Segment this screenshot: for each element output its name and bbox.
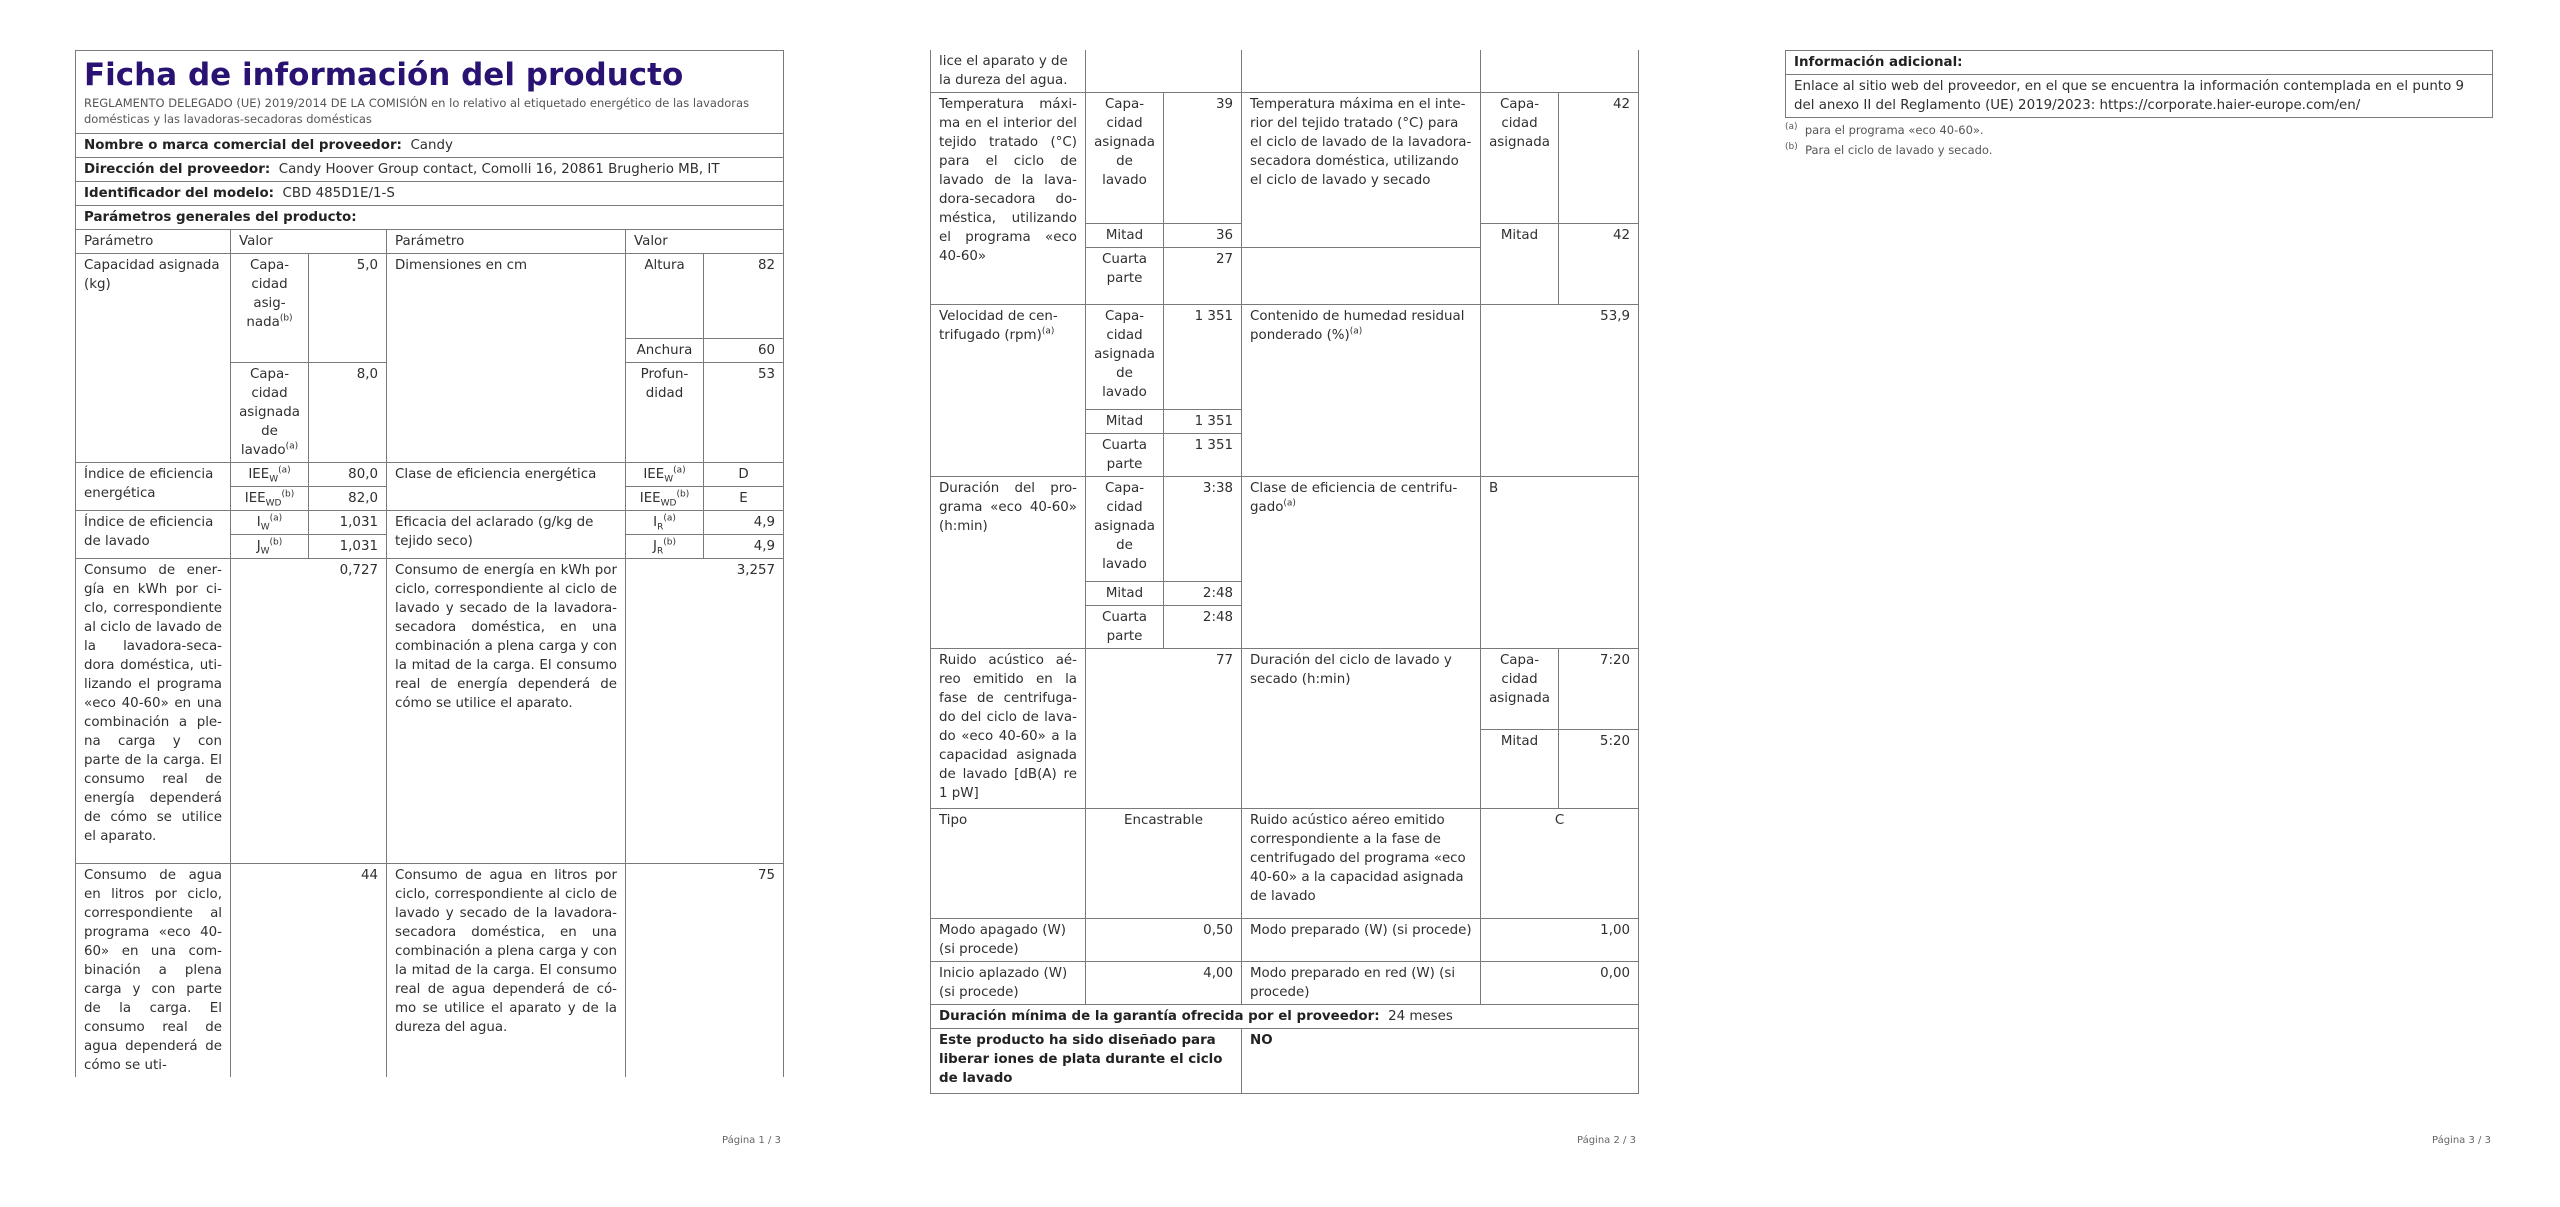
additional-info-title: Información adicional: [1786,51,2493,75]
spin-quarter-value: 1 351 [1164,434,1242,477]
depth-label: Profundidad [626,363,704,463]
energy-wd-value: 3,257 [626,559,784,864]
width-value: 60 [704,339,784,363]
footnote-b-mark: (b) [1785,142,1798,153]
warranty-value: 24 meses [1388,1009,1453,1024]
warranty-row [931,1005,1639,1029]
footnote-b [1785,140,2493,160]
additional-info-text: Enlace al sitio web del proveedor, en el que se encuentra la información contemplada en el punto 9 del anexo II del Reglamento (UE) 2019/2023: https://corporate.haier-europe.com/en/ [1786,75,2493,118]
footnote-a-text: para el programa «eco 40-60». [1804,123,1984,137]
spin-rated-label: Capacidad asignada de lavado [1086,305,1164,410]
rinse-label: Eficacia del aclarado (g/kg de tejido seco) [387,511,626,559]
tmax-wash-half-value: 36 [1164,224,1242,248]
width-label: Anchura [626,339,704,363]
energy-class-label: Clase de eficiencia energética [387,463,626,511]
model-row [76,182,784,206]
column-header-row [76,230,784,254]
noise-value: 77 [1086,649,1242,809]
spin-half-label: Mitad [1086,410,1164,434]
iw-value: 1,031 [309,511,387,535]
supplier-label: Nombre o marca comercial del proveedor: [84,138,402,153]
delay-start-label: Inicio aplazado (W) (si procede) [931,962,1086,1005]
tmax-wash-rated-value: 39 [1164,93,1242,224]
noise-label: Ruido acústico aéreo emitido en la fase de centrifugado del ciclo de lavado «eco 40-60» a la capacidad asignada de lavado [dB(A) re 1 pW] [931,649,1086,809]
duration-half-value: 2:48 [1164,582,1242,606]
document-title: Ficha de información del producto [84,57,684,93]
footnote-a-mark: (a) [1785,122,1798,133]
page-number-3: Página 3 / 3 [2432,1135,2491,1146]
delay-start-value: 4,00 [1086,962,1242,1005]
energy-class-wd-symbol: $IEE_{WD}^{(b)}$ [626,487,704,511]
footnote-a [1785,120,2493,140]
supplier-row [76,134,784,158]
silver-ions-label: Este producto ha sido diseñado para liberar iones de plata durante el ciclo de lavado [931,1029,1242,1094]
water-wash-label: Consumo de agua en litros por ciclo, correspondiente al programa «eco 40-60» en una combinación a plena carga y con parte de la carga. El consumo real de agua dependerá de cómo se uti- [76,864,231,1078]
wd-duration-half-label: Mitad [1481,730,1559,809]
noise-class-label: Ruido acústico aéreo emitido correspondiente a la fase de centrifugado del programa «eco 40-60» a la capacidad asignada de lavado [1242,809,1481,919]
energy-class-w-symbol: $IEE_W^{(a)}$ [626,463,704,487]
spin-rated-value: 1 351 [1164,305,1242,410]
product-info-table-page-1 [75,50,784,1077]
height-label: Altura [626,254,704,339]
product-info-table-page-2 [930,50,1639,1094]
page-2 [930,50,1639,1094]
continued-empty-3 [1481,50,1639,93]
eei-w-value: 80,0 [309,463,387,487]
spin-class-value: B [1481,477,1639,649]
address-value: Candy Hoover Group contact, Comolli 16, 20861 Brugherio MB, IT [278,162,720,177]
col-header-param: Parámetro [76,230,231,254]
moisture-value: 53,9 [1481,305,1639,477]
tmax-wd-half-value: 42 [1559,224,1639,305]
energy-wd-label: Consumo de energía en kWh por ciclo, correspondiente al ciclo de lavado y secado de la lavadora-secadora doméstica, en una combinación a plena carga y con la mitad de la carga. El consumo real de energía dependerá de cómo se utilice el aparato. [387,559,626,864]
col-header-value-2: Valor [626,230,784,254]
energy-class-wd-value: E [704,487,784,511]
jr-value: 4,9 [704,535,784,559]
water-wd-label: Consumo de agua en litros por ciclo, correspondiente al ciclo de lavado y secado de la lavadora-secadora doméstica, en una combinación a plena carga y con la mitad de la carga. El consumo real de agua dependerá de cómo se utilice el aparato y de la dureza del agua. [387,864,626,1078]
ready-mode-value: 1,00 [1481,919,1639,962]
spin-class-label: Clase de eficiencia de centrifugado$^{(a)}$ [1242,477,1481,649]
address-row [76,158,784,182]
water-wd-value: 75 [626,864,784,1078]
page-number-2: Página 2 / 3 [1577,1135,1636,1146]
wd-duration-rated-label: Capacidad asignada [1481,649,1559,730]
capacity-label: Capacidad asignada (kg) [76,254,231,463]
cap-dry-label: Capacidad asignada$^{(b)}$ [231,254,309,363]
dimensions-label: Dimensiones en cm [387,254,626,463]
water-wash-value: 44 [231,864,387,1078]
general-params-label: Parámetros generales del producto: [84,210,357,225]
tmax-wash-rated-label: Capacidad asignada de lavado [1086,93,1164,224]
ready-mode-label: Modo preparado (W) (si procede) [1242,919,1481,962]
jw-symbol: $J_W^{(b)}$ [231,535,309,559]
spin-half-value: 1 351 [1164,410,1242,434]
iw-symbol: $I_W^{(a)}$ [231,511,309,535]
ir-value: 4,9 [704,511,784,535]
off-mode-label: Modo apagado (W) (si procede) [931,919,1086,962]
footnote-b-text: Para el ciclo de lavado y secado. [1805,143,1993,157]
tmax-wd-label: Temperatura máxima en el interior del tejido tratado (°C) para el ciclo de lavado de la lavadora-secadora doméstica, utilizando el ciclo de lavado y secado [1242,93,1481,248]
col-header-param-2: Parámetro [387,230,626,254]
off-mode-value: 0,50 [1086,919,1242,962]
network-standby-value: 0,00 [1481,962,1639,1005]
model-value: CBD 485D1E/1-S [282,186,395,201]
page-number-1: Página 1 / 3 [722,1135,781,1146]
tmax-wd-rated-label: Capacidad asignada [1481,93,1559,224]
energy-wash-label: Consumo de energía en kWh por ciclo, correspondiente al ciclo de lavado de la lavadora-secadora doméstica, utilizando el programa «eco 40-60» en una combinación a plena carga y con parte de la carga. El consumo real de energía dependerá de cómo se utilice el aparato. [76,559,231,864]
tmax-wd-empty [1242,248,1481,305]
wd-duration-rated-value: 7:20 [1559,649,1639,730]
warranty-label: Duración mínima de la garantía ofrecida por el proveedor: [939,1009,1380,1024]
height-value: 82 [704,254,784,339]
duration-rated-label: Capacidad asignada de lavado [1086,477,1164,582]
supplier-value: Candy [410,138,453,153]
jr-symbol: $J_R^{(b)}$ [626,535,704,559]
spin-label: Velocidad de centrifugado (rpm)$^{(a)}$ [931,305,1086,477]
continued-text: lice el aparato y de la dureza del agua. [931,50,1086,93]
address-label: Dirección del proveedor: [84,162,271,177]
tmax-wash-half-label: Mitad [1086,224,1164,248]
noise-class-value: C [1481,809,1639,919]
duration-quarter-value: 2:48 [1164,606,1242,649]
spin-quarter-label: Cuarta parte [1086,434,1164,477]
silver-ions-value: NO [1242,1029,1639,1094]
tmax-wash-quarter-label: Cuarta parte [1086,248,1164,305]
wash-index-label: Índice de eficiencia de lavado [76,511,231,559]
type-label: Tipo [931,809,1086,919]
wd-duration-half-value: 5:20 [1559,730,1639,809]
general-params-heading [76,206,784,230]
eei-label: Índice de eficiencia energética [76,463,231,511]
depth-value: 53 [704,363,784,463]
duration-rated-value: 3:38 [1164,477,1242,582]
energy-class-w-value: D [704,463,784,487]
cap-wash-label: Capacidad asignada de lavado$^{(a)}$ [231,363,309,463]
duration-half-label: Mitad [1086,582,1164,606]
eei-wd-symbol: $IEE_{WD}^{(b)}$ [231,487,309,511]
page-1 [75,50,784,1077]
moisture-label: Contenido de humedad residual ponderado (%)$^{(a)}$ [1242,305,1481,477]
model-label: Identificador del modelo: [84,186,275,201]
cap-wash-value: 8,0 [309,363,387,463]
duration-quarter-label: Cuarta parte [1086,606,1164,649]
energy-wash-value: 0,727 [231,559,387,864]
cap-dry-value: 5,0 [309,254,387,363]
duration-label: Duración del programa «eco 40-60» (h:min) [931,477,1086,649]
document-header [76,51,784,134]
continued-empty-1 [1086,50,1242,93]
tmax-wash-quarter-value: 27 [1164,248,1242,305]
network-standby-label: Modo preparado en red (W) (si procede) [1242,962,1481,1005]
eei-wd-value: 82,0 [309,487,387,511]
regulation-subtitle: REGLAMENTO DELEGADO (UE) 2019/2014 DE LA COMISIÓN en lo relativo al etiquetado energético de las lavadoras domésticas y las lavadoras-secadoras domésticas [84,96,750,126]
type-value: Encastrable [1086,809,1242,919]
ir-symbol: $I_R^{(a)}$ [626,511,704,535]
page-3 [1785,50,2493,160]
tmax-wash-label: Temperatura máxima en el interior del tejido tratado (°C) para el ciclo de lavado de la lavadora-secadora doméstica, utilizando el programa «eco 40-60» [931,93,1086,305]
tmax-wd-rated-value: 42 [1559,93,1639,224]
eei-w-symbol: $IEE_W^{(a)}$ [231,463,309,487]
additional-info-table [1785,50,2493,118]
jw-value: 1,031 [309,535,387,559]
col-header-value: Valor [231,230,387,254]
continued-empty-2 [1242,50,1481,93]
tmax-wd-half-label: Mitad [1481,224,1559,305]
wd-duration-label: Duración del ciclo de lavado y secado (h:min) [1242,649,1481,809]
